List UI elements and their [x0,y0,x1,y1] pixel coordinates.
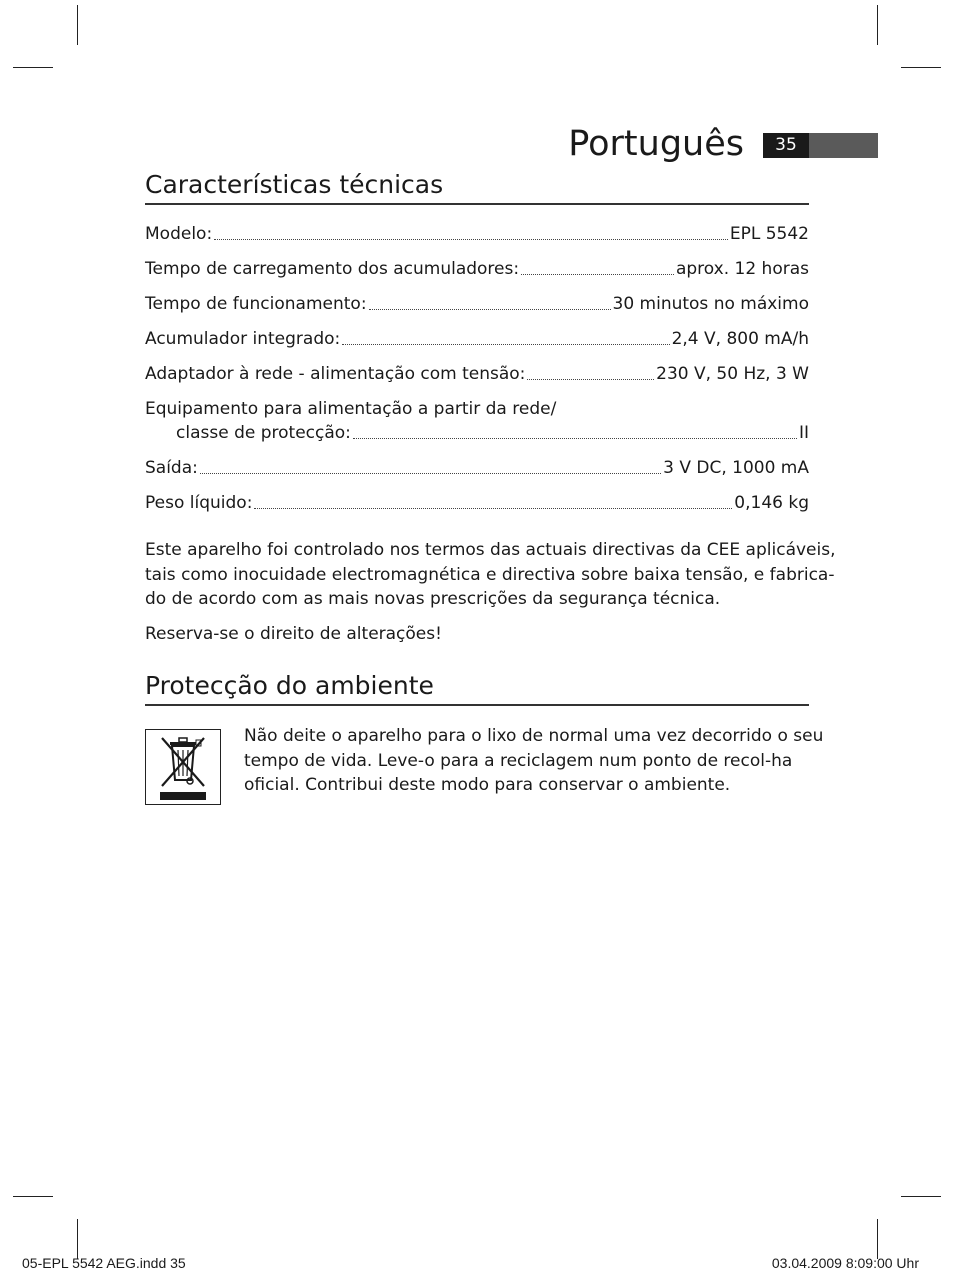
spec-label: classe de protecção: [176,423,351,443]
spec-row-adapter [145,362,809,386]
spec-label: Modelo: [145,224,213,244]
page-number-badge: 35 [763,133,809,158]
environment-paragraph [244,724,824,798]
reserve-note: Reserva-se o direito de alterações! [145,624,442,644]
spec-row-model [145,222,809,246]
paragraph-line: tempo de vida. Leve-o para a reciclagem num ponto de recol-ha [244,750,793,771]
compliance-paragraph [145,538,836,612]
crop-mark [77,5,78,45]
dot-leader [200,472,661,474]
spec-label: Adaptador à rede - alimentação com tensão: [145,364,526,384]
section-divider [145,203,809,205]
paragraph-line: do de acordo com as mais novas prescrições da segurança técnica. [145,589,721,609]
dot-leader [254,507,732,509]
spec-row-battery [145,327,809,351]
spec-value: II [798,423,809,443]
spec-row-protection-class [176,421,809,445]
spec-label: Acumulador integrado: [145,329,341,349]
spec-row-operating-time [145,292,809,316]
footer-file-info: 05-EPL 5542 AEG.indd 35 [22,1255,186,1271]
spec-label: Tempo de carregamento dos acumuladores: [145,259,520,279]
crop-mark [901,67,941,68]
environment-heading: Protecção do ambiente [145,671,434,700]
dot-leader [527,378,654,380]
spec-row-charging-time [145,257,809,281]
crop-mark [901,1196,941,1197]
section-divider [145,704,809,706]
spec-value: 3 V DC, 1000 mA [663,458,809,478]
spec-row-weight [145,491,809,515]
spec-value: 0,146 kg [734,493,809,513]
crop-mark [13,67,53,68]
dot-leader [369,308,611,310]
crop-mark [877,1219,878,1259]
spec-value: EPL 5542 [729,224,809,244]
spec-value: 2,4 V, 800 mA/h [671,329,809,349]
spec-value: 30 minutos no máximo [612,294,809,314]
paragraph-line: Não deite o aparelho para o lixo de normal uma vez decorrido o seu [244,726,824,746]
language-title: Português [568,124,744,164]
crop-mark [13,1196,53,1197]
paragraph-line: oficial. Contribui deste modo para conservar o ambiente. [244,775,731,795]
crop-mark [877,5,878,45]
spec-label: Peso líquido: [145,493,253,513]
tech-specs-heading: Características técnicas [145,170,444,199]
spec-value: 230 V, 50 Hz, 3 W [656,364,809,384]
weee-crossed-bin-icon [145,729,221,805]
dot-leader [342,343,669,345]
spec-value: aprox. 12 horas [675,259,809,279]
footer-timestamp: 03.04.2009 8:09:00 Uhr [771,1255,919,1271]
spec-row-output [145,456,809,480]
dot-leader [353,437,797,439]
spec-label: Tempo de funcionamento: [145,294,367,314]
dot-leader [521,273,674,275]
spec-label: Saída: [145,458,198,478]
paragraph-line: Este aparelho foi controlado nos termos das actuais directivas da CEE aplicáveis, [145,540,836,560]
paragraph-line: tais como inocuidade electromagnética e directiva sobre baixa tensão, e fabrica- [145,564,835,585]
dot-leader [214,238,728,240]
crop-mark [77,1219,78,1259]
protection-class-intro: Equipamento para alimentação a partir da rede/ [145,399,557,419]
header-accent-bar [809,133,878,158]
